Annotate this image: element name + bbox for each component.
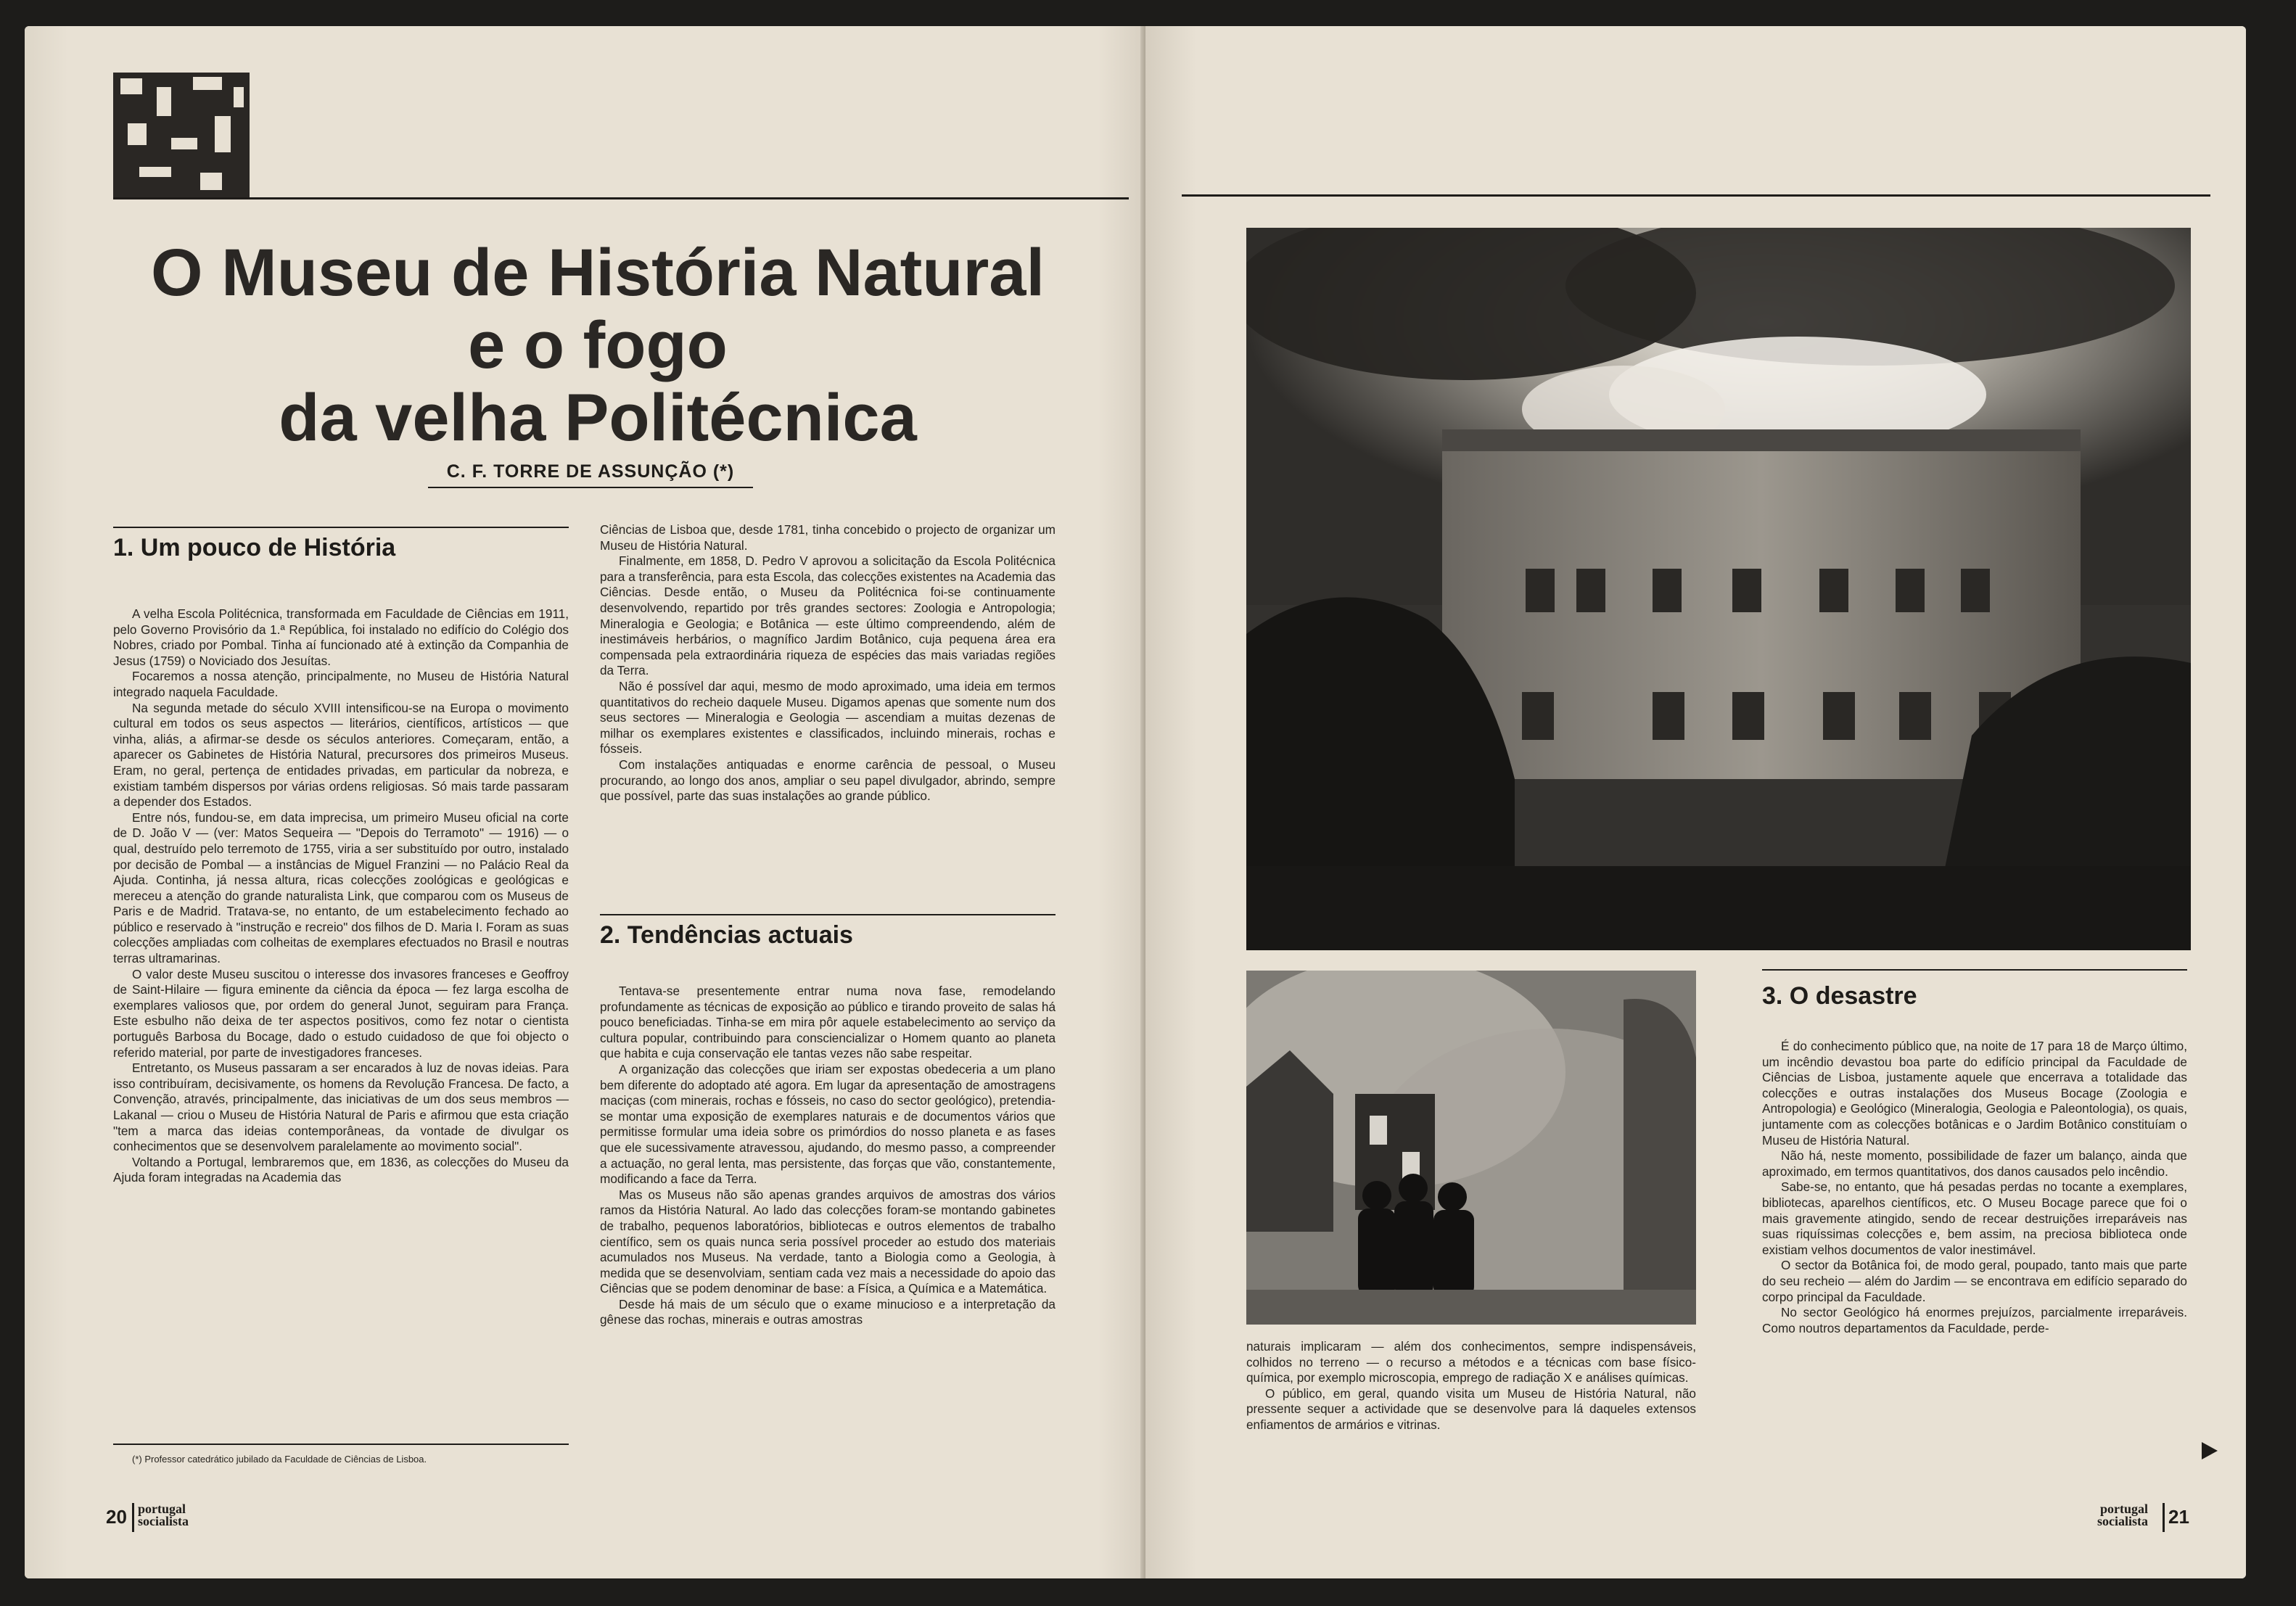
section-1-heading: 1. Um pouco de História [113,534,396,561]
brand-word-1: portugal [2099,1502,2148,1516]
paragraph: O público, em geral, quando visita um Museu de História Natural, não pressente sequer a actividade que se desenvolve para lá daqueles extensos enfiamentos de armários e vitrinas. [1246,1385,1696,1432]
folio-divider-left [132,1503,134,1532]
fire-building-photo [1246,228,2191,950]
paragraph: Voltando a Portugal, lembraremos que, em 1836, as colecções do Museu da Ajuda foram integradas na Academia das [113,1154,569,1185]
article-title [90,236,1106,454]
text-column-4 [1762,1039,2187,1336]
page-number-right: 21 [2168,1506,2189,1528]
section-2-heading: 2. Tendências actuais [600,921,853,949]
title-line-3: da velha Politécnica [279,381,917,455]
paragraph: É do conhecimento público que, na noite de 17 para 18 de Março último, um incêndio devastou boa parte do edifício principal da Faculdade de Ciências de Lisboa, justamente aquele que encerrava a totalidade das colecções e outras instalações dos Museus Bocage (Zoologia e Antropologia) e Geológico (Mineralogia, Geologia e Paleontologia), os quais, juntamente com as colecções botânicas e o Jardim Botânico constituíam o Museu de História Natural. [1762,1039,2187,1148]
paragraph: Finalmente, em 1858, D. Pedro V aprovou a solicitação da Escola Politécnica para a transferência, para esta Escola, das colecções existentes na Academia das Ciências. Desde então, o Museu da Politécnica foi-se continuamente desenvolvendo, repartido por três grandes sectores: Zoologia e Antropologia; Mineralogia e Geologia; e Botânica — este último compreendendo, além de inestimáveis herbários, o magnífico Jardim Botânico, cuja pequena área era compensada pela extraordinária riqueza de espécies das mais variadas regiões da Terra. [600,553,1056,678]
paragraph: Tentava-se presentemente entrar numa nova fase, remodelando profundamente as técnicas de exposição ao público e tirando proveito de salas há pouco beneficiadas. Tinha-se em mira pôr aquele estabelecimento ao serviço da cultura popular, contribuindo para consciencializar o Homem quanto ao planeta que habita e cuja conservação ele tantas vezes não sabe respeitar. [600,984,1056,1061]
page-number-left: 20 [106,1506,127,1528]
section-2-rule [600,914,1056,915]
footnote-rule [113,1444,569,1445]
paragraph: Ciências de Lisboa que, desde 1781, tinha concebido o projecto de organizar um Museu de História Natural. [600,522,1056,553]
brand-word-1: portugal [138,1502,186,1516]
paragraph: Não há, neste momento, possibilidade de fazer um balanço, ainda que aproximado, em termos quantitativos, dos danos causados pelo incêndio. [1762,1148,2187,1179]
fire-building-illustration [1246,228,2191,950]
paragraph: Na segunda metade do século XVIII intensificou-se na Europa o movimento cultural em todos os seus aspectos — literários, científicos, artísticos — que vinha, aliás, a afirmar-se desde os séculos anteriores. Começaram, então, a aparecer os Gabinetes de História Natural, precursores dos primeiros Museus. Eram, no geral, pertença de entidades privadas, em particular da nobreza, e existiam também dispersos por várias ordens religiosas. Só mais tarde passaram a depender dos Estados. [113,700,569,810]
paragraph: Mas os Museus não são apenas grandes arquivos de amostras dos vários ramos da História Natural. Ao lado das colecções foram-se montando gabinetes de trabalho, pequenos laboratórios, bibliotecas e outros elementos de trabalho científico, sem os quais nunca seria possível proceder ao estudo dos materiais acumulados nos Museus. Na verdade, tanto a Biologia como a Geologia, à medida que se desenvolviam, sentiam cada vez mais a necessidade do apoio das Ciências que se podem denominar de base: a Física, a Química e a Matemática. [600,1187,1056,1296]
brand-logo-left [138,1503,189,1528]
section-3-rule [1762,969,2187,971]
footnote: (*) Professor catedrático jubilado da Faculdade de Ciências de Lisboa. [132,1454,427,1465]
paragraph: Não é possível dar aqui, mesmo de modo aproximado, uma ideia em termos quantitativos do recheio daquele Museu. Digamos apenas que somente num dos seus sectores — Mineralogia e Geologia — ascendiam a muitas dezenas de milhar os exemplares existentes e classificados, incluindo minerais, rochas e fósseis. [600,678,1056,757]
brand-word-2: socialista [2097,1514,2148,1528]
paragraph: Com instalações antiquadas e enorme carência de pessoal, o Museu procurando, ao longo dos anos, ampliar o seu papel divulgador, abrindo, sempre que possível, parte das suas instalações ao grande público. [600,757,1056,804]
magazine-spread [25,26,2246,1578]
title-line-1: O Museu de História Natural [150,236,1045,310]
paragraph: Focaremos a nossa atenção, principalmente, no Museu de História Natural integrado naquela Faculdade. [113,669,569,699]
text-column-1 [113,606,569,1186]
paragraph: A organização das colecções que iriam ser expostas obedeceria a um plano bem diferente do adoptado até agora. Em lugar da apresentação de amostragens maciças (com minerais, rochas e fósseis, no caso do sector geológico), pretendia-se montar uma exposição de exemplares naturais e de documentos vários que permitisse formular uma ideia sobre os primórdios do nosso planeta e as fases que ele sucessivamente atravessou, ajudando, do mesmo passo, a compreender a actuação, no geral lenta, mas persistente, das forças que vão, constantemente, modificando a face da Terra. [600,1061,1056,1187]
paragraph: No sector Geológico há enormes prejuízos, parcialmente irreparáveis. Como noutros departamentos da Faculdade, perde- [1762,1305,2187,1335]
paragraph: A velha Escola Politécnica, transformada em Faculdade de Ciências em 1911, pelo Governo Provisório da 1.ª República, foi instalado no edifício do Colégio dos Nobres, criado por Pombal. Tinha aí funcionado até à extinção da Companhia de Jesus (1759) o Noviciado dos Jesuítas. [113,606,569,668]
text-column-3 [1246,1339,1696,1433]
paragraph: O sector da Botânica foi, de modo geral, poupado, tanto mais que parte do seu recheio — além do Jardim — se encontrava em edifício separado do corpo principal da Faculdade. [1762,1258,2187,1304]
byline: C. F. TORRE DE ASSUNÇÃO (*) [428,461,753,488]
section-3-heading: 3. O desastre [1762,982,1917,1010]
section-1-rule [113,527,569,528]
right-page [1145,26,2246,1578]
header-rule-right [1182,194,2210,197]
collage-logo-image [113,73,250,197]
brand-logo-right [2097,1503,2148,1528]
paragraph: Entretanto, os Museus passaram a ser encarados à luz de novas ideias. Para isso contribuíram, decisivamente, os homens da Revolução Francesa. De facto, a Convenção, através, principalmente, das iniciativas de um dos seus membros — Lakanal — criou o Museu de História Natural de Paris e afirmou que esta criação "tem a marca das ideias contemporâneas, da vontade de divulgar os conhecimentos que se desenvolvem paralelamente ao movimento social". [113,1061,569,1154]
continue-arrow-icon [2202,1442,2218,1459]
folio-divider-right [2163,1503,2165,1532]
paragraph: O valor deste Museu suscitou o interesse dos invasores franceses e Geoffroy de Saint-Hilaire — figura eminente da ciência da época — fez larga escolha de exemplares valiosos que, por ordem do general Junot, seguiram para França. Este esbulho não deixa de ter aspectos positivos, como fez notar o cientista português Barbosa du Bocage, dado o estudo cuidadoso de que foi objecto o referido material, por parte de investigadores franceses. [113,966,569,1060]
brand-word-2: socialista [138,1514,189,1528]
paragraph: Entre nós, fundou-se, em data imprecisa, um primeiro Museu oficial na corte de D. João V — (ver: Matos Sequeira — "Depois do Terramoto" — 1916) — o qual, destruído pelo terremoto de 1755, viria a ser substituído por outro, instalado por decisão de Pombal — a instâncias de Miguel Franzini — no Palácio Real da Ajuda. Continha, já nessa altura, ricas colecções zoológicas e geológicas e mereceu a atenção do grande naturalista Link, que comparou com os Museus de Paris e de Madrid. Tratava-se, no entanto, de um estabelecimento fechado ao público e reservado à "instrução e recreio" dos filhos de D. Maria I. Foram as suas colecções ampliadas com colheitas de exemplares efectuados no Brasil e noutras terras ultramarinas. [113,810,569,966]
paragraph: naturais implicaram — além dos conhecimentos, sempre indispensáveis, colhidos no terreno — o recurso a métodos e a técnicas com base físico-química, por exemplo microscopia, emprego de radiação X e análises químicas. [1246,1339,1696,1385]
title-line-2: e o fogo [468,308,728,382]
left-page [25,26,1145,1578]
paragraph: Desde há mais de um século que o exame minucioso e a interpretação da gênese das rochas, minerais e outras amostras [600,1296,1056,1327]
text-column-2-bottom [600,984,1056,1328]
firefighters-photo [1246,971,1696,1325]
header-rule-left [113,197,1129,199]
firefighters-illustration [1246,971,1696,1325]
paragraph: Sabe-se, no entanto, que há pesadas perdas no tocante a exemplares, bibliotecas, aparelhos científicos, etc. O Museu Bocage parece que foi o mais gravemente atingido, sendo de recear destruições irreparáveis nas suas riquíssimas colecções e, bem assim, na preciosa biblioteca onde existiam velhos documentos de valor inestimável. [1762,1179,2187,1257]
text-column-2-top [600,522,1056,804]
